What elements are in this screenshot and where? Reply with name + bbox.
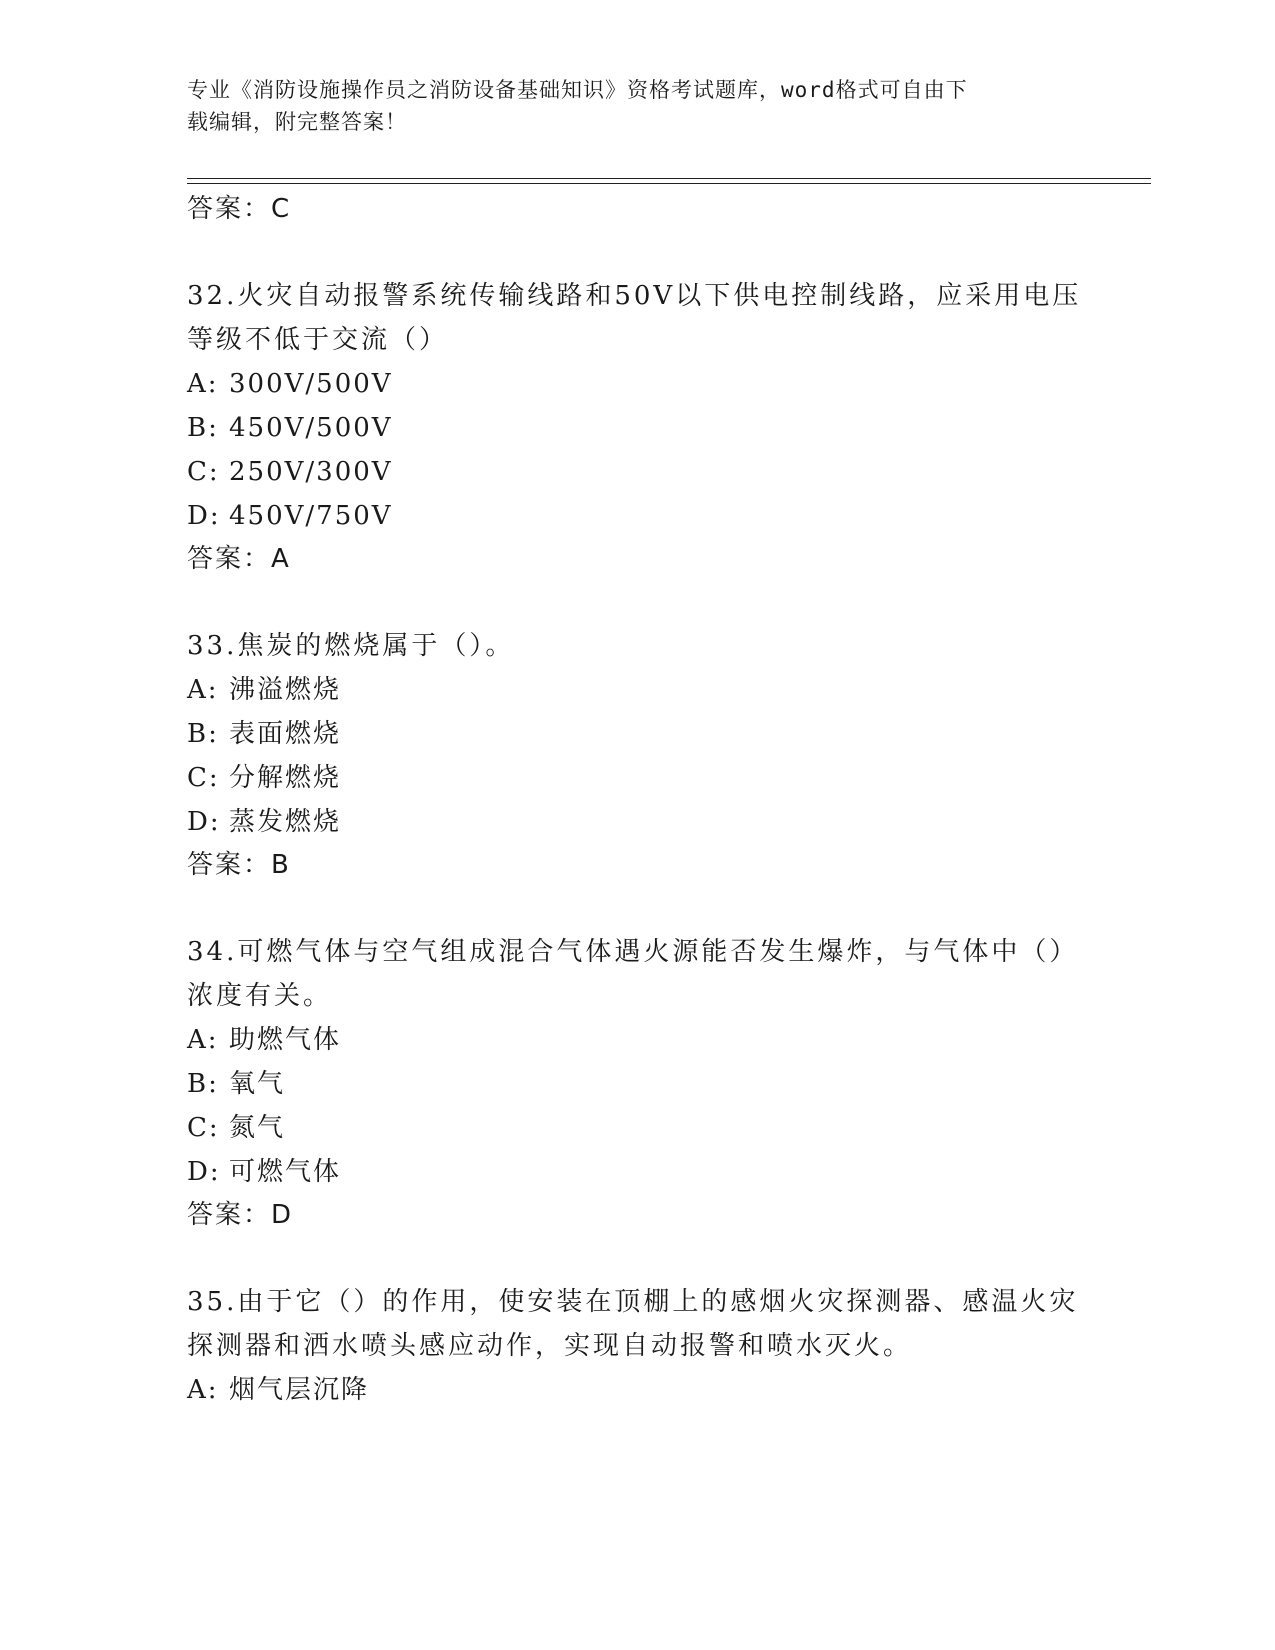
question-33-answer: 答案：B bbox=[187, 850, 291, 880]
question-35-stem-line-1: 35.由于它（）的作用，使安装在顶棚上的感烟火灾探测器、感温火灾 bbox=[187, 1287, 1079, 1317]
previous-answer: 答案：C bbox=[187, 194, 292, 224]
question-33-stem-line-1: 33.焦炭的燃烧属于（）。 bbox=[187, 631, 515, 661]
question-34-stem-line-1: 34.可燃气体与空气组成混合气体遇火源能否发生爆炸，与气体中（） bbox=[187, 937, 1079, 967]
question-34-option-a: A: 助燃气体 bbox=[187, 1025, 342, 1055]
question-33-option-a: A: 沸溢燃烧 bbox=[187, 675, 342, 705]
question-34-stem-line-2: 浓度有关。 bbox=[187, 981, 333, 1011]
question-33-option-d: D: 蒸发燃烧 bbox=[187, 807, 342, 837]
header-line-2: 载编辑，附完整答案！ bbox=[187, 110, 407, 134]
question-33-option-c: C: 分解燃烧 bbox=[187, 763, 342, 793]
question-32-answer: 答案：A bbox=[187, 544, 291, 574]
header-divider-top bbox=[187, 178, 1151, 179]
question-32-option-d: D: 450V/750V bbox=[187, 501, 393, 531]
question-32-stem-line-1: 32.火灾自动报警系统传输线路和50V以下供电控制线路，应采用电压 bbox=[187, 281, 1082, 311]
question-35-stem-line-2: 探测器和洒水喷头感应动作，实现自动报警和喷水灭火。 bbox=[187, 1331, 913, 1361]
question-32-option-c: C: 250V/300V bbox=[187, 457, 393, 487]
document-header bbox=[187, 74, 1067, 138]
question-33-option-b: B: 表面燃烧 bbox=[187, 719, 342, 749]
question-32-option-a: A: 300V/500V bbox=[187, 369, 393, 399]
question-34-option-d: D: 可燃气体 bbox=[187, 1157, 342, 1187]
header-line-1: 专业《消防设施操作员之消防设备基础知识》资格考试题库，word格式可自由下 bbox=[187, 78, 968, 102]
question-32-option-b: B: 450V/500V bbox=[187, 413, 393, 443]
question-34-option-c: C: 氮气 bbox=[187, 1113, 286, 1143]
question-34-answer: 答案：D bbox=[187, 1200, 294, 1230]
header-divider-bottom bbox=[187, 183, 1151, 184]
question-32-stem-line-2: 等级不低于交流（） bbox=[187, 325, 449, 355]
question-35-option-a: A: 烟气层沉降 bbox=[187, 1375, 370, 1405]
question-34-option-b: B: 氧气 bbox=[187, 1069, 286, 1099]
